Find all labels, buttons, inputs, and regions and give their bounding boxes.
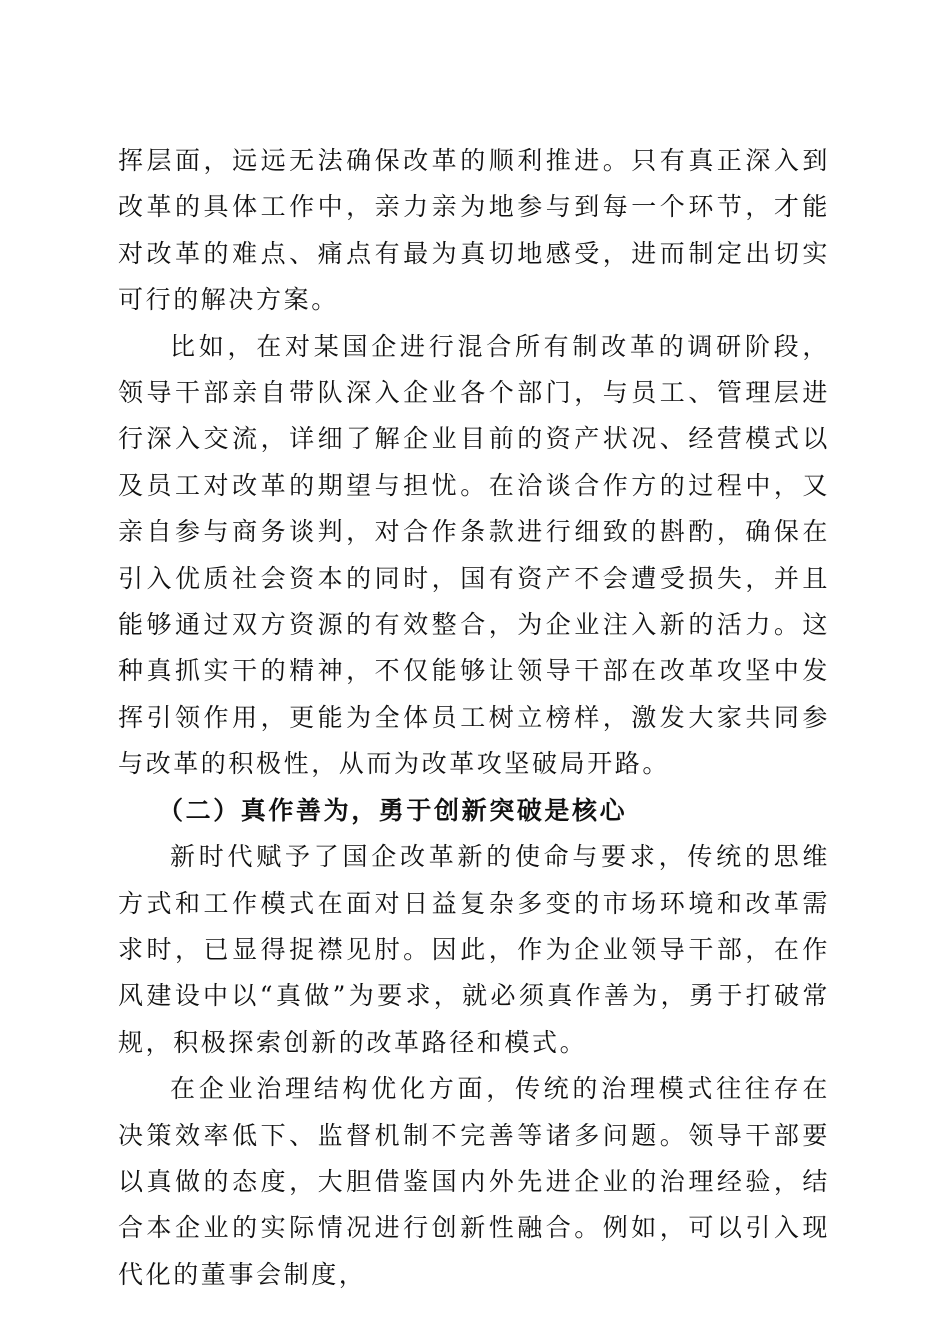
document-body xyxy=(118,138,830,1298)
section-heading: （二）真作善为，勇于创新突破是核心 xyxy=(158,795,628,825)
paragraph-continued: 挥层面，远远无法确保改革的顺利推进。只有真正深入到改革的具体工作中，亲力亲为地参与到每一个环节，才能对改革的难点、痛点有最为真切地感受，进而制定出切实可行的解决方案。 xyxy=(118,146,830,315)
paragraph-governance: 在企业治理结构优化方面，传统的治理模式往往存在决策效率低下、监督机制不完善等诸多问题。领导干部要以真做的态度，大胆借鉴国内外先进企业的治理经验，结合本企业的实际情况进行创新性融合。例如，可以引入现代化的董事会制度， xyxy=(118,1074,830,1289)
paragraph-new-era: 新时代赋予了国企改革新的使命与要求，传统的思维方式和工作模式在面对日益复杂多变的市场环境和改革需求时，已显得捉襟见肘。因此，作为企业领导干部，在作风建设中以“真做”为要求，就必须真作善为，勇于打破常规，积极探索创新的改革路径和模式。 xyxy=(118,842,830,1057)
paragraph-example-mixed-ownership: 比如，在对某国企进行混合所有制改革的调研阶段，领导干部亲自带队深入企业各个部门，与员工、管理层进行深入交流，详细了解企业目前的资产状况、经营模式以及员工对改革的期望与担忧。在洽谈合作方的过程中，又亲自参与商务谈判，对合作条款进行细致的斟酌，确保在引入优质社会资本的同时，国有资产不会遭受损失，并且能够通过双方资源的有效整合，为企业注入新的活力。这种真抓实干的精神，不仅能够让领导干部在改革攻坚中发挥引领作用，更能为全体员工树立榜样，激发大家共同参与改革的积极性，从而为改革攻坚破局开路。 xyxy=(118,331,830,779)
